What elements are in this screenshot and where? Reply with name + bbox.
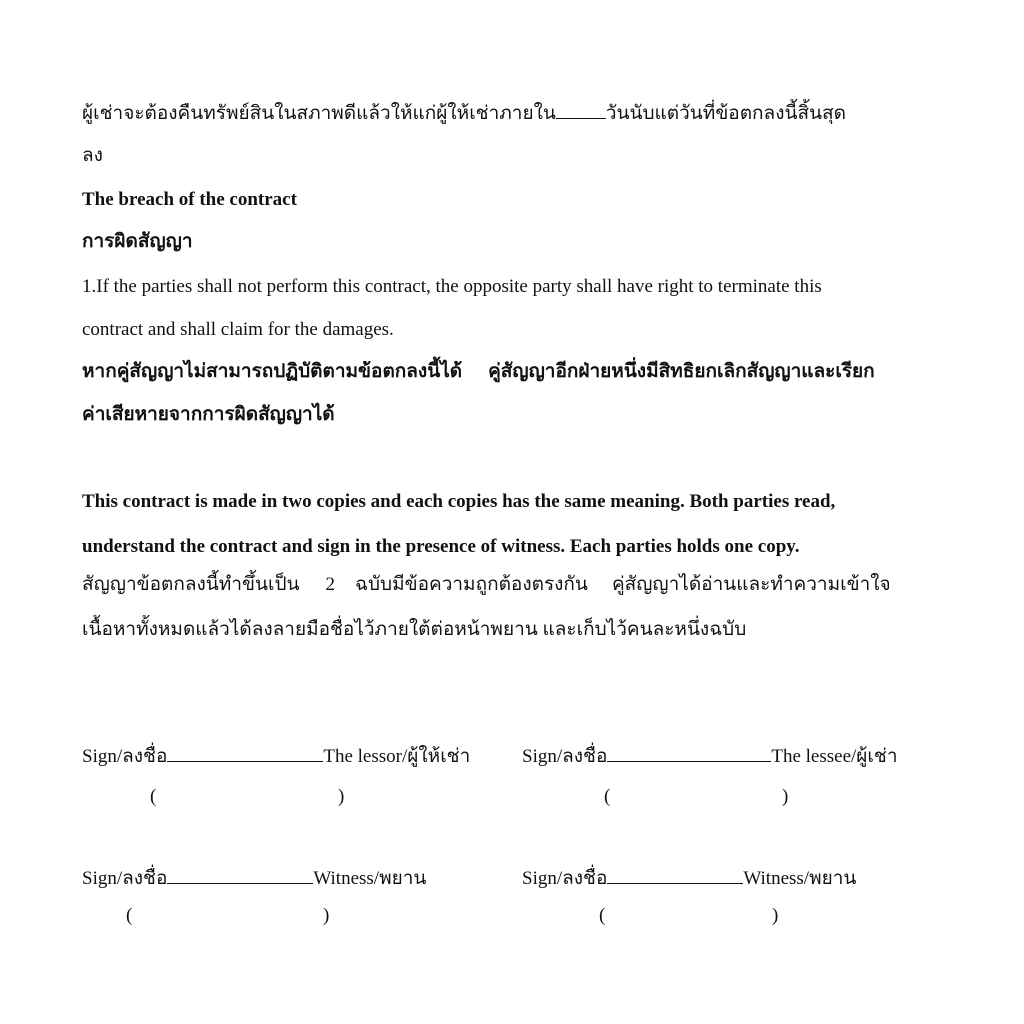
signature-line-witness-2 [607,867,743,884]
paren-close-witness-1: ) [323,905,330,926]
paren-open-lessor: ( [150,786,157,807]
return-clause-line1 [82,102,846,123]
return-clause-text-after: วันนับแต่วันที่ข้อตกลงนี้สิ้นสุด [605,103,846,124]
paren-close-lessee: ) [782,786,789,807]
breach-clause1-th-line1 [82,362,875,381]
signature-witness-1 [82,867,426,888]
breach-clause1-th-line2: ค่าเสียหายจากการผิดสัญญาได้ [82,404,335,425]
breach-heading-en: The breach of the contract [82,189,297,210]
return-clause-text-before: ผู้เช่าจะต้องคืนทรัพย์สินในสภาพดีแล้วให้แก่ผู้ให้เช่าภายใน [82,103,556,124]
lessor-label: The lessor/ผู้ให้เช่า [323,746,471,767]
sign-prefix: Sign/ลงชื่อ [522,868,608,889]
breach-clause1-th-part-b: คู่สัญญาอีกฝ่ายหนึ่งมีสิทธิยกเลิกสัญญาและเรียก [488,361,875,382]
return-days-blank [556,102,606,119]
signature-lessee [522,745,898,766]
witness-label: Witness/พยาน [313,868,427,889]
breach-heading-th: การผิดสัญญา [82,231,193,252]
breach-clause1-en-line2: contract and shall claim for the damages. [82,319,394,340]
breach-clause1-th-part-a: หากคู่สัญญาไม่สามารถปฏิบัติตามข้อตกลงนี้ได้ [82,361,463,382]
copies-th-part-b: ฉบับมีข้อความถูกต้องตรงกัน [355,574,588,595]
copies-th-part-c: คู่สัญญาได้อ่านและทำความเข้าใจ [611,574,891,595]
copies-en-line2: understand the contract and sign in the presence of witness. Each parties holds one copy. [82,536,800,557]
sign-prefix: Sign/ลงชื่อ [522,746,608,767]
copies-th-number: 2 [325,574,336,595]
breach-clause1-en-line1: 1.If the parties shall not perform this contract, the opposite party shall have right to terminate this [82,276,822,297]
copies-th-part-a: สัญญาข้อตกลงนี้ทำขึ้นเป็น [82,574,300,595]
copies-th-line2: เนื้อหาทั้งหมดแล้วได้ลงลายมือชื่อไว้ภายใต้ต่อหน้าพยาน และเก็บไว้คนละหนึ่งฉบับ [82,619,747,640]
witness-label: Witness/พยาน [743,868,857,889]
paren-close-witness-2: ) [772,905,779,926]
paren-close-lessor: ) [338,786,345,807]
return-clause-line2: ลง [82,145,103,166]
sign-prefix: Sign/ลงชื่อ [82,868,168,889]
signature-witness-2 [522,867,856,888]
lessee-label: The lessee/ผู้เช่า [771,746,898,767]
copies-en-line1: This contract is made in two copies and each copies has the same meaning. Both parties read, [82,491,836,512]
paren-open-witness-1: ( [126,905,133,926]
signature-lessor [82,745,470,766]
signature-line-lessee [607,745,771,762]
copies-th-line1 [82,575,891,594]
sign-prefix: Sign/ลงชื่อ [82,746,168,767]
paren-open-witness-2: ( [599,905,606,926]
signature-line-witness-1 [167,867,313,884]
paren-open-lessee: ( [604,786,611,807]
signature-line-lessor [167,745,323,762]
